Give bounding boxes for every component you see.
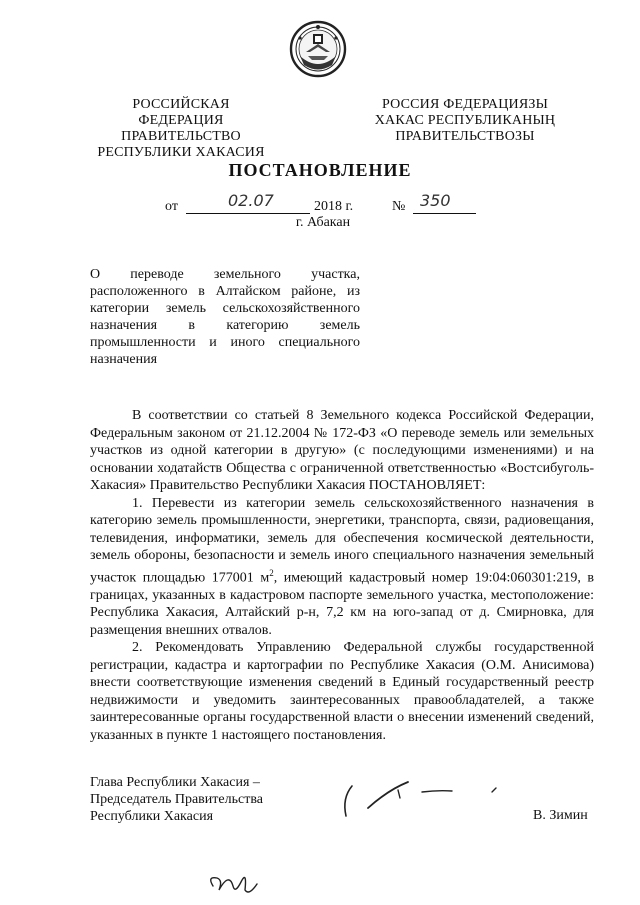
date-underline	[186, 213, 310, 214]
header-left-line-1: РОССИЙСКАЯ ФЕДЕРАЦИЯ	[132, 97, 230, 128]
signatory-title-line-1: Глава Республики Хакасия –	[90, 775, 260, 790]
signatory-title	[90, 774, 320, 825]
body-paragraph-2	[90, 495, 594, 640]
header-right-line-2: ХАКАС РЕСПУБЛИКАНЫҢ	[374, 113, 556, 128]
header-left-line-2: ПРАВИТЕЛЬСТВО	[121, 129, 241, 144]
body-paragraph-3: 2. Рекомендовать Управлению Федеральной службы государственной регистрации, кадастра и картографии по Республике Хакасия (О.М. Анисимова) внести соответствующие изменения сведений в Единый государственный реестр недвижимости и уведомить заинтересованных правообладателей, а также заинтересованные органы государственной власти о внесении изменений сведений, указанных в пункте 1 настоящего постановления.	[90, 640, 594, 743]
handwritten-signature	[338, 778, 508, 826]
header-right-line-1: РОССИЯ ФЕДЕРАЦИЯЗЫ	[381, 97, 549, 112]
number-sign: №	[392, 199, 406, 214]
square-superscript: 2	[269, 567, 274, 578]
body-paragraph-1: В соответствии со статьей 8 Земельного кодекса Российской Федерации, Федеральным законом от 21.12.2004 № 172-ФЗ «О переводе земель или земельных участков из одной категории в другую» (с последующими изменениями) и на основании ходатайств Общества с ограниченной ответственностью «Востсибуголь-Хакасия» Правительство Республики Хакасия ПОСТАНОВЛЯЕТ:	[90, 408, 594, 493]
year-text: 2018 г.	[314, 199, 354, 214]
signatory-name: В. Зимин	[533, 808, 588, 823]
signatory-title-line-3: Республики Хакасия	[90, 809, 214, 824]
document-body	[90, 407, 594, 744]
city: г. Абакан	[295, 215, 351, 230]
signatory-title-line-2: Председатель Правительства	[90, 792, 263, 807]
header-left-line-3: РЕСПУБЛИКИ ХАКАСИЯ	[97, 145, 265, 160]
document-subject: О переводе земельного участка, расположенного в Алтайском районе, из категории земель сельскохозяйственного назначения в категорию земель промышленности и иного специального назначения	[90, 267, 360, 367]
number-handwritten: 350	[420, 191, 451, 210]
header-right-line-3: ПРАВИТЕЛЬСТВОЗЫ	[395, 129, 535, 144]
body-paragraph-2-part-b: , имеющий кадастровый номер 19:04:060301:219, в границах, указанных в кадастровом паспорте земельного участка, местоположение: Республика Хакасия, Алтайский р-н, 7,2 км на юго-запад от д. Смирновка, для размещения внешних отвалов.	[90, 570, 594, 638]
document-title: ПОСТАНОВЛЕНИЕ	[228, 160, 412, 180]
handwritten-initials	[205, 868, 265, 898]
header-right	[372, 97, 558, 145]
date-prefix: от	[165, 199, 178, 214]
number-underline	[413, 213, 476, 214]
coat-of-arms-icon	[288, 18, 348, 80]
header-left	[88, 97, 274, 161]
date-handwritten: 02.07	[228, 191, 274, 210]
body-paragraph-2-part-a: 1. Перевести из категории земель сельскохозяйственного назначения в категорию земель промышленности, энергетики, транспорта, связи, радиовещания, телевидения, информатики, земель для обеспечения космической деятельности, земель обороны, безопасности и земель иного специального назначения земельный участок площадью 177001 м	[90, 495, 594, 586]
